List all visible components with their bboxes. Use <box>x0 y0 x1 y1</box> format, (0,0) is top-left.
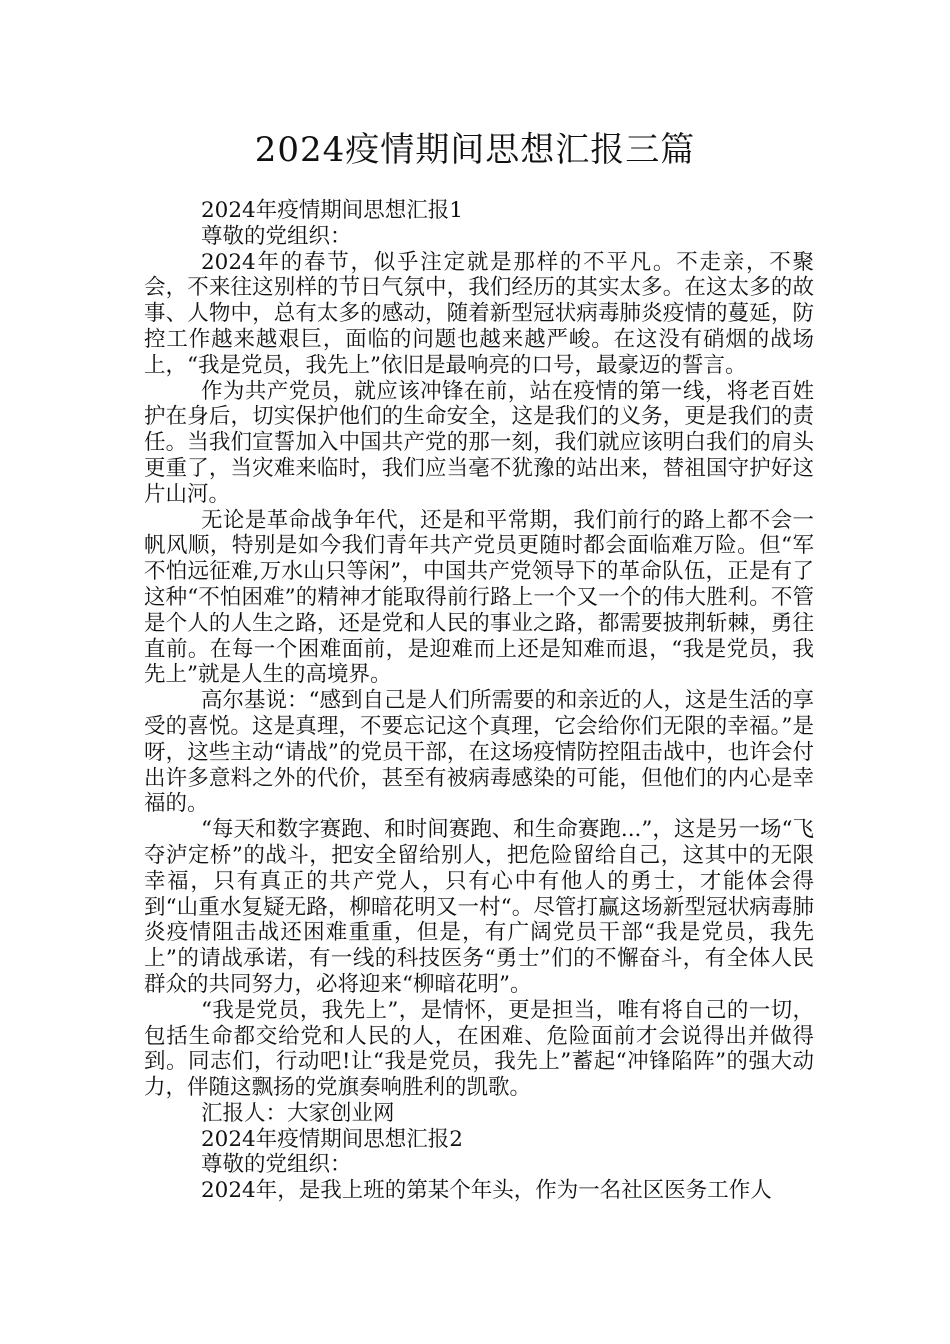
section-heading: 2024年疫情期间思想汇报1 <box>201 198 463 223</box>
document-title: 2024疫情期间思想汇报三篇 <box>254 130 696 170</box>
paragraph: 作为共产党员，就应该冲锋在前，站在疫情的第一线，将老百姓护在身后，切实保护他们的生命安全，这是我们的义务，更是我们的责任。当我们宣誓加入中国共产党的那一刻，我们就应该明白我们的肩头更重了，当灾难来临时，我们应当毫不犹豫的站出来，替祖国守护好这片山河。 <box>144 378 814 507</box>
document-body <box>144 198 814 1204</box>
signature: 汇报人：大家创业网 <box>201 1100 395 1126</box>
section-heading: 2024年疫情期间思想汇报2 <box>201 1126 463 1152</box>
paragraph: 2024年的春节，似乎注定就是那样的不平凡。不走亲，不聚会，不来往这别样的节日气氛中，我们经历的其实太多。在这太多的故事、人物中，总有太多的感动，随着新型冠状病毒肺炎疫情的蔓延，防控工作越来越艰巨，面临的问题也越来越严峻。在这没有硝烟的战场上，“我是党员，我先上”依旧是最响亮的口号，最豪迈的誓言。 <box>144 249 814 378</box>
paragraph: “我是党员，我先上”，是情怀，更是担当，唯有将自己的一切，包括生命都交给党和人民的人，在困难、危险面前才会说得出并做得到。同志们，行动吧!让“我是党员，我先上”蓄起“冲锋陷阵”的强大动力，伴随这飘扬的党旗奏响胜利的凯歌。 <box>144 997 814 1101</box>
salutation: 尊敬的党组织： <box>201 1152 352 1178</box>
paragraph: 2024年，是我上班的第某个年头，作为一名社区医务工作人 <box>201 1178 772 1204</box>
paragraph: 无论是革命战争年代，还是和平常期，我们前行的路上都不会一帆风顺，特别是如今我们青年共产党员更随时都会面临难万险。但“军不怕远征难,万水山只等闲”，中国共产党领导下的革命队伍，正是有了这种“不怕困难”的精神才能取得前行路上一个又一个的伟大胜利。不管是个人的人生之路，还是党和人民的事业之路，都需要披荆斩棘，勇往直前。在每一个困难面前，是迎难而上还是知难而退，“我是党员，我先上”就是人生的高境界。 <box>144 507 814 688</box>
paragraph: “每天和数字赛跑、和时间赛跑、和生命赛跑...”，这是另一场“飞夺泸定桥”的战斗，把安全留给别人，把危险留给自己，这其中的无限幸福，只有真正的共产党人，只有心中有他人的勇士，才能体会得到“山重水复疑无路，柳暗花明又一村“。尽管打赢这场新型冠状病毒肺炎疫情阻击战还困难重重，但是，有广阔党员干部“我是党员，我先上”的请战承诺，有一线的科技医务“勇士”们的不懈奋斗，有全体人民群众的共同努力，必将迎来“柳暗花明”。 <box>144 817 814 997</box>
salutation: 尊敬的党组织： <box>201 223 352 249</box>
paragraph: 高尔基说：“感到自己是人们所需要的和亲近的人，这是生活的享受的喜悦。这是真理，不要忘记这个真理，它会给你们无限的幸福。”是呀，这些主动“请战”的党员干部，在这场疫情防控阻击战中，也许会付出许多意料之外的代价，甚至有被病毒感染的可能，但他们的内心是幸福的。 <box>144 688 814 817</box>
